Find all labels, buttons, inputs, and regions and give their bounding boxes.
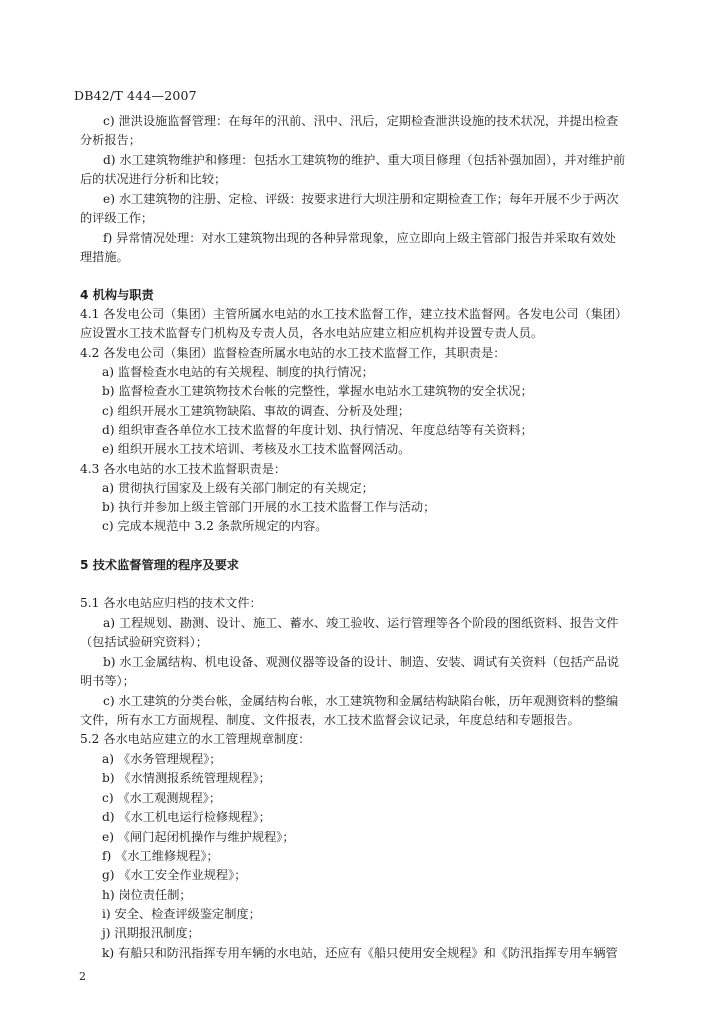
clause-4-2-d: d) 组织审查各单位水工技术监督的年度计划、执行情况、年度总结等有关资料； bbox=[102, 423, 533, 437]
clause-4-3-a: a) 贯彻执行国家及上级有关部门制定的有关规定； bbox=[102, 481, 374, 495]
clause-5-1-b-cont: 明书等）； bbox=[80, 674, 135, 688]
item-e-registration: e) 水工建筑物的注册、定检、评级：按要求进行大坝注册和定期检查工作；每年开展不少于两次 bbox=[103, 192, 619, 206]
clause-5-2-h: h) 岗位责任制； bbox=[102, 888, 192, 902]
clause-5-2-c: c) 《水工观测规程》； bbox=[102, 791, 222, 805]
clause-5-2-i: i) 安全、检查评级鉴定制度； bbox=[102, 907, 261, 921]
clause-5-2-b: b) 《水情测报系统管理规程》； bbox=[102, 771, 271, 785]
item-f-abnormal: f) 异常情况处理：对水工建筑物出现的各种异常现象，应立即向上级主管部门报告并采取有效处 bbox=[103, 231, 616, 245]
clause-5-2-k: k) 有船只和防汛指挥专用车辆的水电站，还应有《船只使用安全规程》和《防汛指挥专用车辆管 bbox=[102, 946, 618, 960]
clause-5-2-j: j) 汛期报汛制度； bbox=[102, 926, 200, 940]
standard-code: DB42/T 444—2007 bbox=[74, 88, 197, 103]
clause-4-2: 4.2 各发电公司（集团）监督检查所属水电站的水工技术监督工作，其职责是： bbox=[80, 346, 506, 360]
clause-5-1: 5.1 各水电站应归档的技术文件： bbox=[80, 596, 262, 610]
item-f-abnormal-cont: 理措施。 bbox=[80, 250, 129, 264]
clause-5-2-a: a) 《水务管理规程》； bbox=[102, 752, 222, 766]
clause-5-1-a-cont: （包括试验研究资料）； bbox=[80, 635, 208, 649]
clause-5-1-a: a) 工程规划、勘测、设计、施工、蓄水、竣工验收、运行管理等各个阶段的图纸资料、报告文件 bbox=[103, 616, 619, 630]
clause-4-2-b: b) 监督检查水工建筑物技术台帐的完整性，掌握水电站水工建筑物的安全状况； bbox=[102, 384, 533, 398]
section-4-heading: 4 机构与职责 bbox=[80, 288, 154, 302]
item-c-flood-facility-cont: 分析报告； bbox=[80, 133, 141, 147]
clause-4-3-b: b) 执行并参加上级主管部门开展的水工技术监督工作与活动； bbox=[102, 500, 436, 514]
clause-5-2-d: d) 《水工机电运行检修规程》； bbox=[102, 810, 271, 824]
item-e-registration-cont: 的评级工作； bbox=[80, 211, 154, 225]
clause-5-1-c: c) 水工建筑的分类台帐，金属结构台帐，水工建筑物和金属结构缺陷台帐，历年观测资料的整编 bbox=[103, 694, 619, 708]
clause-5-2-g: g) 《水工安全作业规程》； bbox=[102, 868, 247, 882]
clause-5-1-b: b) 水工金属结构、机电设备、观测仪器等设备的设计、制造、安装、调试有关资料（包括产品说 bbox=[103, 655, 620, 669]
clause-5-2: 5.2 各水电站应建立的水工管理规章制度： bbox=[80, 732, 311, 746]
section-5-heading: 5 技术监督管理的程序及要求 bbox=[80, 558, 239, 572]
clause-5-2-e: e) 《闸门起闭机操作与维护规程》； bbox=[102, 830, 295, 844]
item-d-maintenance: d) 水工建筑物维护和修理：包括水工建筑物的维护、重大项目修理（包括补强加固），并对维护前 bbox=[103, 153, 626, 167]
clause-4-3-c: c) 完成本规范中 3.2 条款所规定的内容。 bbox=[102, 519, 328, 533]
clause-4-1: 4.1 各发电公司（集团）主管所属水电站的水工技术监督工作，建立技术监督网。各发电公司（集团） bbox=[80, 307, 628, 321]
page-number: 2 bbox=[79, 970, 86, 983]
clause-5-2-f: f) 《水工维修规程》； bbox=[102, 849, 219, 863]
clause-4-2-c: c) 组织开展水工建筑物缺陷、事故的调查、分析及处理； bbox=[102, 404, 410, 418]
item-d-maintenance-cont: 后的状况进行分析和比较； bbox=[80, 172, 227, 186]
clause-4-2-e: e) 组织开展水工技术培训、考核及水工技术监督网活动。 bbox=[102, 442, 411, 456]
clause-4-1-cont: 应设置水工技术监督专门机构及专责人员，各水电站应建立相应机构并设置专责人员。 bbox=[80, 326, 544, 340]
clause-5-1-c-cont: 文件，所有水工方面规程、制度、文件报表，水工技术监督会议记录，年度总结和专题报告。 bbox=[80, 713, 580, 727]
clause-4-3: 4.3 各水电站的水工技术监督职责是： bbox=[80, 462, 287, 476]
clause-4-2-a: a) 监督检查水电站的有关规程、制度的执行情况； bbox=[102, 365, 374, 379]
item-c-flood-facility: c) 泄洪设施监督管理：在每年的汛前、汛中、汛后，定期检查泄洪设施的技术状况，并提出检查 bbox=[103, 114, 619, 128]
